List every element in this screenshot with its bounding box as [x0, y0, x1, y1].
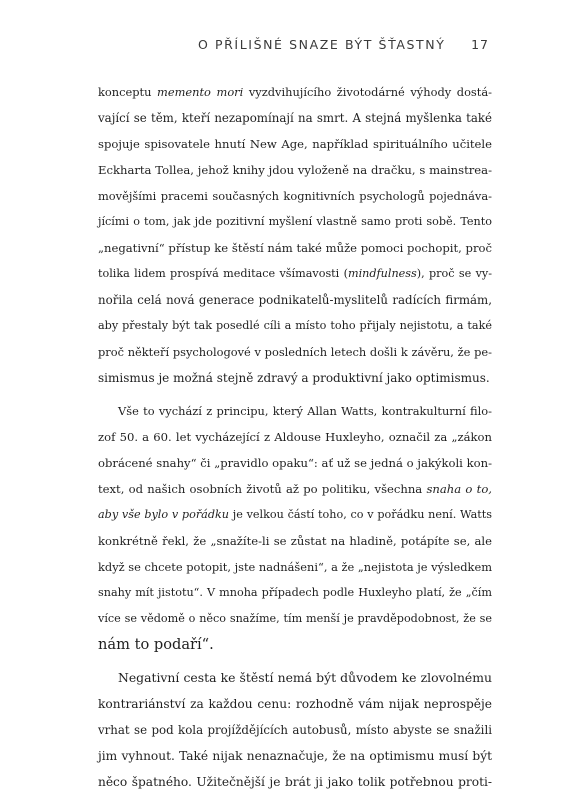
text-segment: movějšími pracemi současných kognitivních psychologů pojednáva-: [98, 189, 492, 203]
text-line: [98, 424, 492, 450]
text-line: [98, 450, 492, 476]
running-head: [98, 37, 489, 57]
text-segment: něco špatného. Užitečnější je brát ji jako tolik potřebnou proti-: [98, 775, 492, 789]
text-line: [98, 632, 492, 658]
text-segment: aby přestaly být tak posedlé cíli a místo toho přijaly nejistotu, a také: [98, 319, 492, 332]
text-segment: ), proč se vy-: [416, 267, 492, 280]
italic-text: snaha o to,: [426, 482, 492, 496]
text-line: [98, 365, 492, 391]
text-segment: Vše to vychází z principu, který Allan Watts, kontrakulturní filo-: [118, 404, 492, 418]
text-line: [98, 105, 492, 131]
text-segment: je velkou částí toho, co v pořádku není. Watts: [229, 508, 492, 521]
text-segment: když se chcete potopit, jste nadnášeni“, a že „nejistota je výsledkem: [98, 560, 492, 574]
text-line: [98, 528, 492, 554]
text-segment: jim vyhnout. Také nijak nenaznačuje, že na optimismu musí být: [98, 749, 492, 763]
text-segment: obrácené snahy“ či „pravidlo opaku“: ať už se jedná o jakýkoli kon-: [98, 456, 492, 470]
text-line: [98, 717, 492, 743]
text-segment: tolika lidem prospívá meditace všímavosti (: [98, 267, 348, 280]
text-line: [98, 398, 492, 424]
text-line: [98, 339, 492, 365]
text-line: [98, 743, 492, 769]
body-text: [98, 79, 492, 795]
text-line: [98, 502, 492, 528]
text-line: [98, 131, 492, 157]
text-line: [98, 235, 492, 261]
text-line: [98, 665, 492, 691]
text-segment: více se vědomě o něco snažíme, tím menší je pravděpodobnost, že se: [98, 612, 492, 625]
text-line: [98, 261, 492, 287]
text-segment: vyzdvihujícího životodárné výhody dostá-: [243, 85, 492, 99]
text-segment: zof 50. a 60. let vycházející z Aldouse Huxleyho, označil za „zákon: [98, 430, 492, 444]
text-line: [98, 157, 492, 183]
text-line: [98, 691, 492, 717]
text-line: [98, 79, 492, 105]
text-line: [98, 313, 492, 339]
text-segment: Eckharta Tollea, jehož knihy jdou vyloženě na dračku, s mainstrea-: [98, 163, 492, 177]
text-line: [98, 606, 492, 632]
italic-text: aby vše bylo v pořádku: [98, 508, 229, 521]
text-segment: konkrétně řekl, že „snažíte-li se zůstat na hladině, potápíte se, ale: [98, 534, 492, 548]
italic-text: memento mori: [157, 85, 244, 99]
text-segment: vající se těm, kteří nezapomínají na smrt. A stejná myšlenka také: [98, 111, 492, 125]
text-segment: text, od našich osobních životů až po politiku, všechna: [98, 482, 427, 496]
running-title: O PŘÍLIŠNÉ SNAZE BÝT ŠŤASTNÝ: [198, 37, 446, 52]
text-segment: jícími o tom, jak jde pozitivní myšlení vlastně samo proti sobě. Tento: [98, 215, 492, 228]
text-line: [98, 287, 492, 313]
italic-text: mindfulness: [347, 267, 417, 280]
text-segment: Negativní cesta ke štěstí nemá být důvodem ke zlovolnému: [118, 670, 492, 685]
text-segment: konceptu: [98, 85, 158, 99]
text-line: [98, 580, 492, 606]
text-segment: kontrariánství za každou cenu: rozhodně vám nijak neprospěje: [98, 697, 492, 711]
text-segment: „negativní“ přístup ke štěstí nám také může pomoci pochopit, proč: [98, 241, 492, 255]
text-segment: snahy mít jistotu“. V mnoha případech podle Huxleyho platí, že „čím: [98, 586, 492, 599]
text-line: [98, 183, 492, 209]
text-segment: simismus je možná stejně zdravý a produktivní jako optimismus.: [98, 371, 490, 385]
page-number: 17: [471, 37, 489, 52]
text-line: [98, 769, 492, 795]
text-line: [98, 476, 492, 502]
text-segment: proč někteří psychologové v posledních letech došli k závěru, že pe-: [98, 345, 492, 359]
text-line: [98, 209, 492, 235]
text-segment: spojuje spisovatele hnutí New Age, například spirituálního učitele: [98, 137, 492, 151]
text-line: [98, 554, 492, 580]
text-segment: vrhat se pod kola projíždějících autobusů, místo abyste se snažili: [98, 723, 492, 737]
text-segment: nám to podaří“.: [98, 636, 214, 653]
text-segment: nořila celá nová generace podnikatelů-myslitelů radících firmám,: [98, 293, 492, 307]
